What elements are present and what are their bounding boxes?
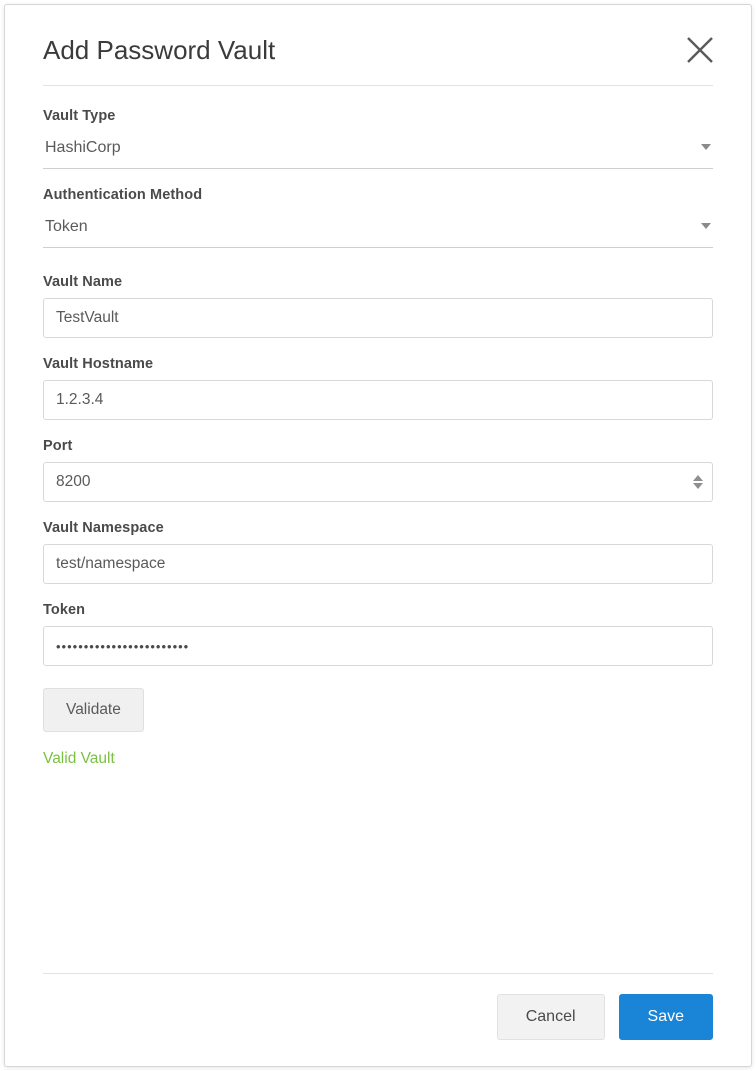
add-password-vault-dialog — [4, 4, 752, 1067]
field-authentication-method — [43, 187, 713, 248]
footer-actions — [43, 994, 713, 1040]
stepper-down-icon[interactable] — [693, 483, 703, 489]
vault-hostname-label: Vault Hostname — [43, 356, 154, 372]
vault-namespace-input[interactable] — [43, 544, 713, 584]
token-input[interactable] — [43, 626, 713, 666]
auth-method-select[interactable] — [43, 211, 713, 248]
vault-hostname-input[interactable] — [43, 380, 713, 420]
validate-button[interactable]: Validate — [43, 688, 144, 732]
auth-method-value: Token — [45, 218, 88, 235]
chevron-down-icon — [701, 144, 711, 150]
vault-namespace-label: Vault Namespace — [43, 520, 164, 536]
validate-row — [43, 688, 713, 732]
vault-type-label: Vault Type — [43, 108, 116, 124]
dialog-header — [5, 5, 751, 85]
dialog-body — [5, 86, 751, 973]
validation-status-message: Valid Vault — [43, 750, 115, 767]
cancel-button[interactable]: Cancel — [497, 994, 605, 1040]
vault-name-label: Vault Name — [43, 274, 123, 290]
field-vault-hostname — [43, 356, 713, 420]
auth-method-label: Authentication Method — [43, 187, 203, 203]
token-label: Token — [43, 602, 86, 618]
field-token — [43, 602, 713, 666]
page-title: Add Password Vault — [43, 35, 276, 65]
dialog-footer — [5, 973, 751, 1066]
quantity-stepper[interactable] — [691, 469, 705, 495]
field-vault-type — [43, 108, 713, 169]
stepper-up-icon[interactable] — [693, 475, 703, 481]
footer-divider — [43, 973, 713, 974]
vault-type-value: HashiCorp — [45, 139, 121, 156]
port-input-wrapper — [43, 462, 713, 502]
port-input[interactable] — [43, 462, 713, 502]
field-vault-name — [43, 274, 713, 338]
port-label: Port — [43, 438, 73, 454]
field-port — [43, 438, 713, 502]
save-button[interactable]: Save — [619, 994, 713, 1040]
close-icon[interactable] — [683, 33, 717, 67]
field-vault-namespace — [43, 520, 713, 584]
vault-name-input[interactable] — [43, 298, 713, 338]
chevron-down-icon — [701, 223, 711, 229]
vault-type-select[interactable] — [43, 132, 713, 169]
